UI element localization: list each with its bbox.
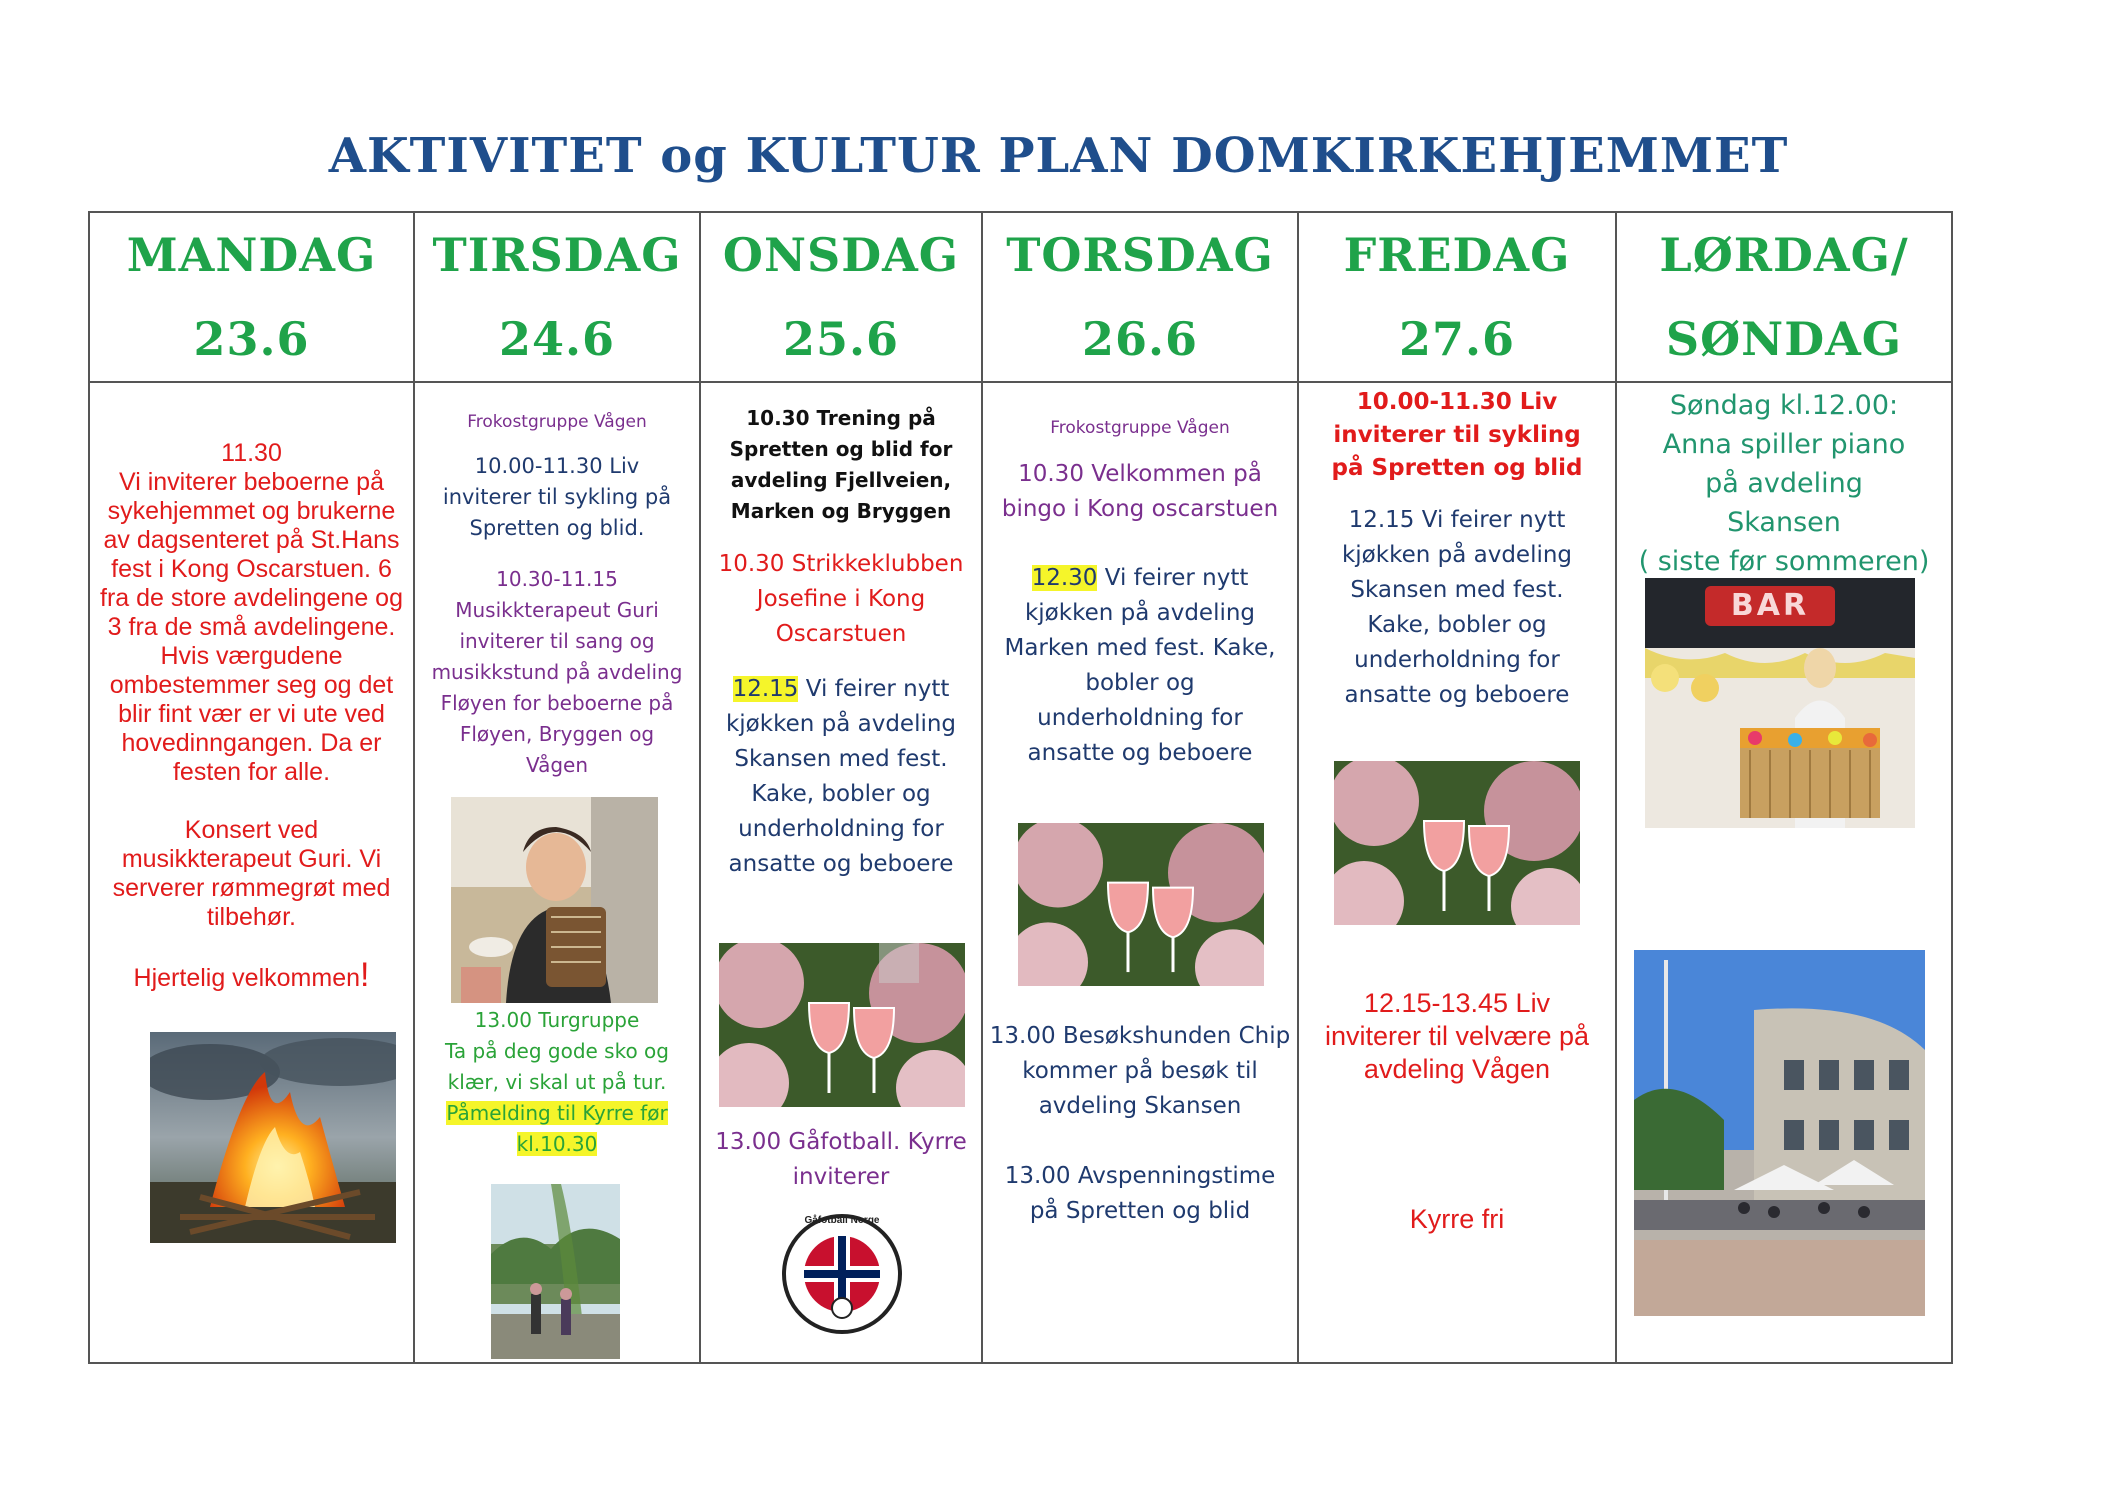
weekend-line2: Anna spiller piano på avdeling — [1662, 429, 1906, 499]
wednesday-knitting: 10.30 Strikkeklubben Josefine i Kong Oscarstuen — [718, 551, 964, 647]
monday-welcome: Hjertelig velkommen! — [133, 956, 370, 994]
tuesday-cell — [414, 382, 700, 1363]
friday-wellness: 12.15-13.45 Liv inviterer til velvære på avdeling Vågen — [1324, 988, 1590, 1084]
thursday-dog: 13.00 Besøkshunden Chip kommer på besøk til avdeling Skansen — [989, 1023, 1291, 1119]
wednesday-party: 12.15 Vi feirer nytt kjøkken på avdeling Skansen med fest. Kake, bobler og underholdning for ansatte og beboere — [725, 676, 957, 877]
thursday-relax: 13.00 Avspenningstime på Spretten og blid — [1004, 1163, 1276, 1224]
friday-cycling: 10.00-11.30 Liv inviterer til sykling på Spretten og blid — [1331, 389, 1583, 481]
activity-row — [89, 382, 1952, 1363]
wednesday-football: 13.00 Gåfotball. Kyrre inviterer — [715, 1129, 967, 1190]
thursday-cell — [982, 382, 1298, 1363]
thursday-bingo: 10.30 Velkommen på bingo i Kong oscarstuen — [1001, 461, 1279, 522]
header-thursday: TORSDAG 26.6 — [982, 212, 1298, 382]
friday-off: Kyrre fri — [1409, 1204, 1505, 1234]
monday-concert: Konsert ved musikkterapeut Guri. Vi serverer rømmegrøt med tilbehør. — [112, 816, 391, 931]
tuesday-cycling: 10.00-11.30 Liv inviterer til sykling på Spretten og blid. — [442, 454, 672, 540]
weekend-line1: Søndag kl.12.00: — [1669, 390, 1899, 421]
monday-cell — [89, 382, 414, 1363]
gafotball-logo — [781, 1213, 903, 1335]
walk-title: 13.00 Turgruppe — [474, 1008, 640, 1032]
building-terrace-photo — [1634, 950, 1925, 1316]
wednesday-training: 10.30 Trening på Spretten og blid for avdeling Fjellveien, Marken og Bryggen — [729, 406, 953, 523]
header-monday: MANDAG 23.6 — [89, 212, 414, 382]
bar-party-photo — [1645, 578, 1915, 828]
walk-signup: Påmelding til Kyrre før kl.10.30 — [446, 1101, 668, 1156]
monday-time: 11.30 — [221, 439, 282, 467]
thursday-breakfast: Frokostgruppe Vågen — [1050, 418, 1230, 438]
tuesday-breakfast: Frokostgruppe Vågen — [467, 412, 647, 432]
gafotball-logo-text: Gåfotball Norge — [804, 1215, 880, 1226]
header-weekend: LØRDAG/ SØNDAG — [1616, 212, 1952, 382]
weekend-line4: ( siste før sommeren) — [1638, 546, 1930, 577]
header-row — [89, 212, 1952, 382]
friday-cell — [1298, 382, 1616, 1363]
tuesday-music-text: Musikkterapeut Guri inviterer til sang og musikkstund på avdeling Fløyen for beboerne på Fløyen, Bryggen og Vågen — [431, 598, 683, 777]
friday-party: 12.15 Vi feirer nytt kjøkken på avdeling Skansen med fest. Kake, bobler og underholdning for ansatte og beboere — [1341, 507, 1573, 708]
bonfire-photo — [150, 1032, 396, 1243]
header-wednesday: ONSDAG 25.6 — [700, 212, 982, 382]
header-tuesday: TIRSDAG 24.6 — [414, 212, 700, 382]
rose-wine-photo-thursday — [1018, 823, 1264, 986]
weekend-cell — [1616, 382, 1952, 1363]
tuesday-music-time: 10.30-11.15 — [496, 567, 618, 591]
bar-sign: BAR — [1730, 588, 1810, 623]
rose-wine-photo-wednesday — [719, 943, 965, 1107]
walk-text: Ta på deg gode sko og klær, vi skal ut på tur. — [445, 1039, 669, 1094]
walk-photo — [491, 1184, 620, 1359]
header-friday: FREDAG 27.6 — [1298, 212, 1616, 382]
weekend-line3: Skansen — [1727, 507, 1841, 538]
schedule-table — [88, 211, 1953, 1364]
monday-invite: Vi inviterer beboerne på sykehjemmet og brukerne av dagsenteret på St.Hans fest i Kong Oscarstuen. 6 fra de store avdelingene og 3 fra de små avdelingene. Hvis værgudene ombestemmer seg og det blir fint vær er vi ute ved hovedinngangen. Da er festen for alle. — [100, 468, 403, 786]
page-title: AKTIVITET og KULTUR PLAN DOMKIRKEHJEMMET — [328, 128, 1789, 184]
music-therapist-photo — [451, 797, 658, 1003]
thursday-party: 12.30 Vi feirer nytt kjøkken på avdeling Marken med fest. Kake, bobler og underholdning for ansatte og beboere — [1004, 565, 1276, 766]
rose-wine-photo-friday — [1334, 761, 1580, 925]
wednesday-cell — [700, 382, 982, 1363]
